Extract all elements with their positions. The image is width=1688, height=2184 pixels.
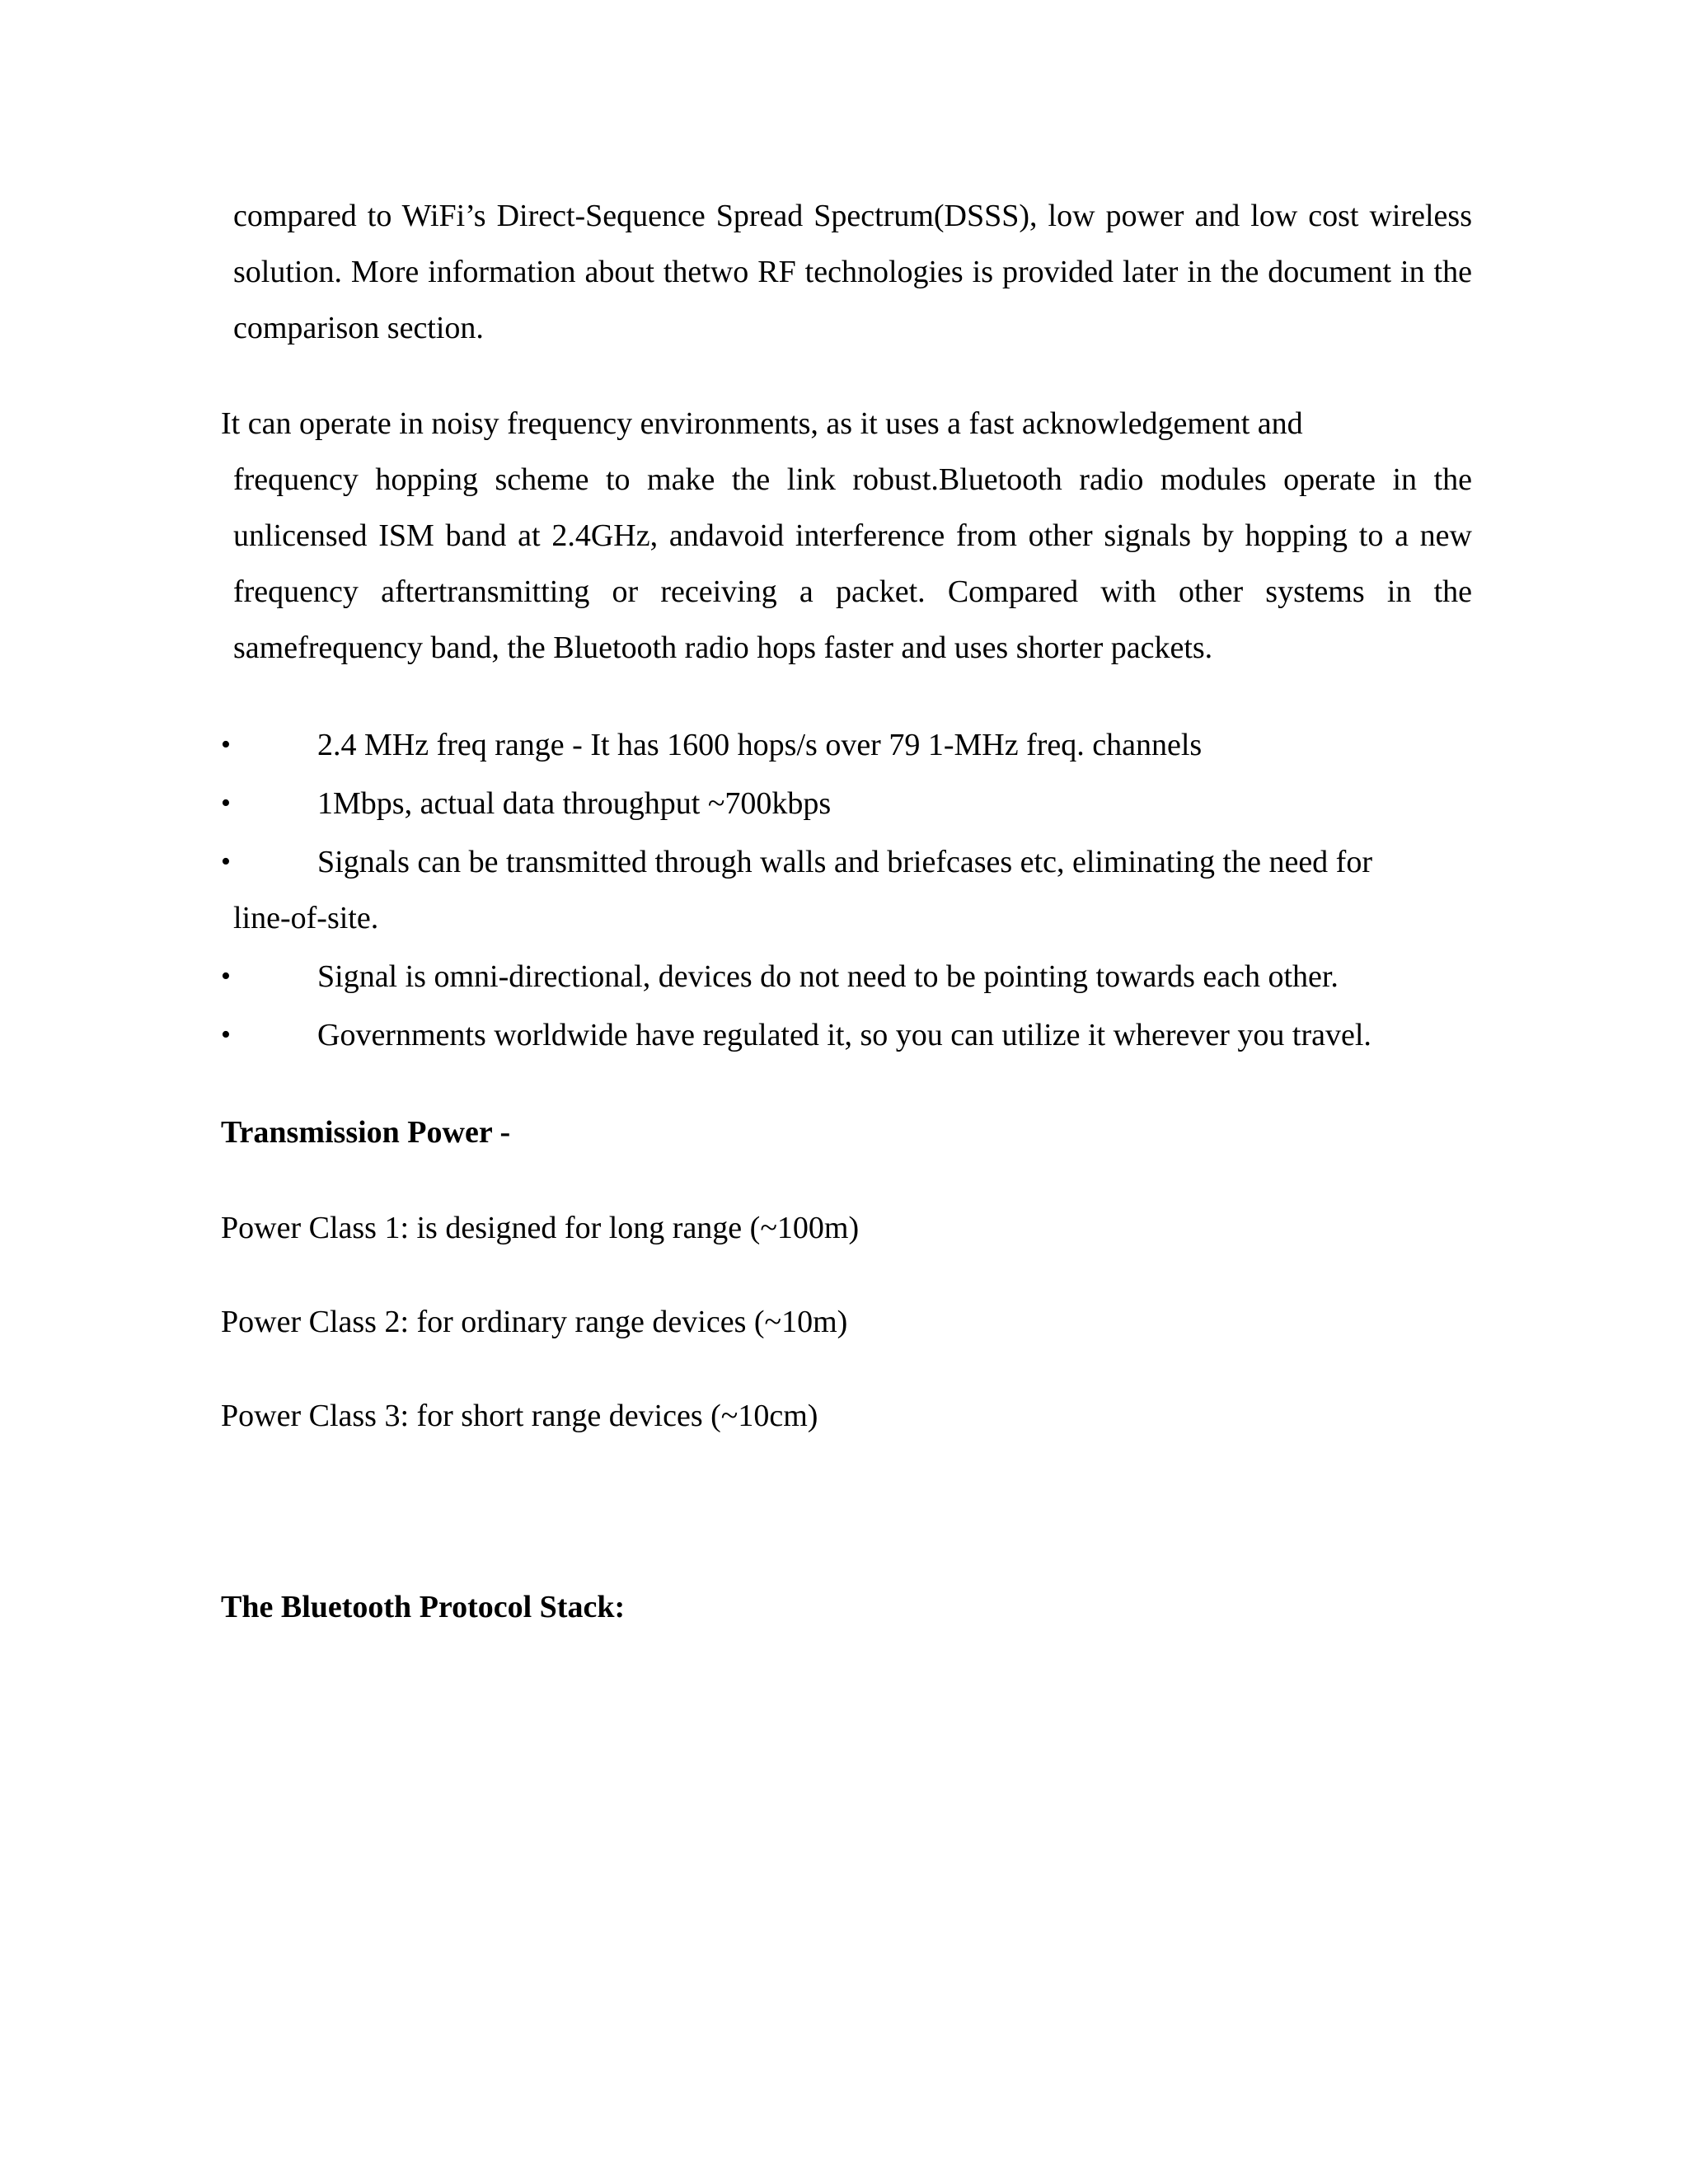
list-item bbox=[221, 1007, 1472, 1063]
power-class-3-text: Power Class 3: for short range devices (~10cm) bbox=[221, 1399, 818, 1433]
list-item bbox=[221, 717, 1472, 773]
list-item bbox=[221, 834, 1472, 946]
list-item-continuation: line-of-site. bbox=[233, 901, 379, 935]
list-item-text: Governments worldwide have regulated it, so you can utilize it wherever you travel. bbox=[317, 1018, 1372, 1052]
list-item-text: 2.4 MHz freq range - It has 1600 hops/s over 79 1-MHz freq. channels bbox=[317, 728, 1203, 762]
paragraph-continuation: frequency hopping scheme to make the link robust.Bluetooth radio modules operate in the unlicensed ISM band at 2.4GHz, andavoid interference from other signals by hopping to a new frequency aftertransmitting or receiving a packet. Compared with other systems in the samefrequency band, the Bluetooth radio hops faster and uses shorter packets. bbox=[233, 462, 1472, 665]
list-item-text: Signal is omni-directional, devices do not need to be pointing towards each other. bbox=[317, 959, 1339, 994]
power-class-1-text: Power Class 1: is designed for long range (~100m) bbox=[221, 1211, 860, 1245]
list-item bbox=[221, 949, 1472, 1005]
feature-bullet-list bbox=[221, 717, 1472, 1066]
paragraph-dsss-comparison: compared to WiFi’s Direct-Sequence Spread Spectrum(DSSS), low power and low cost wireless solution. More information about thetwo RF technologies is provided later in the document in the comparison section. bbox=[233, 199, 1472, 345]
bullet-symbol: • bbox=[221, 961, 231, 991]
bullet-symbol: • bbox=[221, 788, 231, 818]
bullet-symbol: • bbox=[221, 1019, 231, 1050]
paragraph-noisy-environments bbox=[221, 396, 1472, 676]
bullet-symbol: • bbox=[221, 729, 231, 760]
bullet-symbol: • bbox=[221, 846, 231, 877]
protocol-stack-heading: The Bluetooth Protocol Stack: bbox=[221, 1590, 626, 1624]
list-item bbox=[221, 776, 1472, 832]
list-item-text: 1Mbps, actual data throughput ~700kbps bbox=[317, 786, 832, 821]
list-item-text: Signals can be transmitted through walls and briefcases etc, eliminating the need for bbox=[317, 845, 1372, 879]
transmission-power-heading: Transmission Power - bbox=[221, 1115, 511, 1150]
power-class-2-text: Power Class 2: for ordinary range devices (~10m) bbox=[221, 1305, 848, 1339]
paragraph-first-line: It can operate in noisy frequency environments, as it uses a fast acknowledgement and bbox=[221, 406, 1303, 441]
